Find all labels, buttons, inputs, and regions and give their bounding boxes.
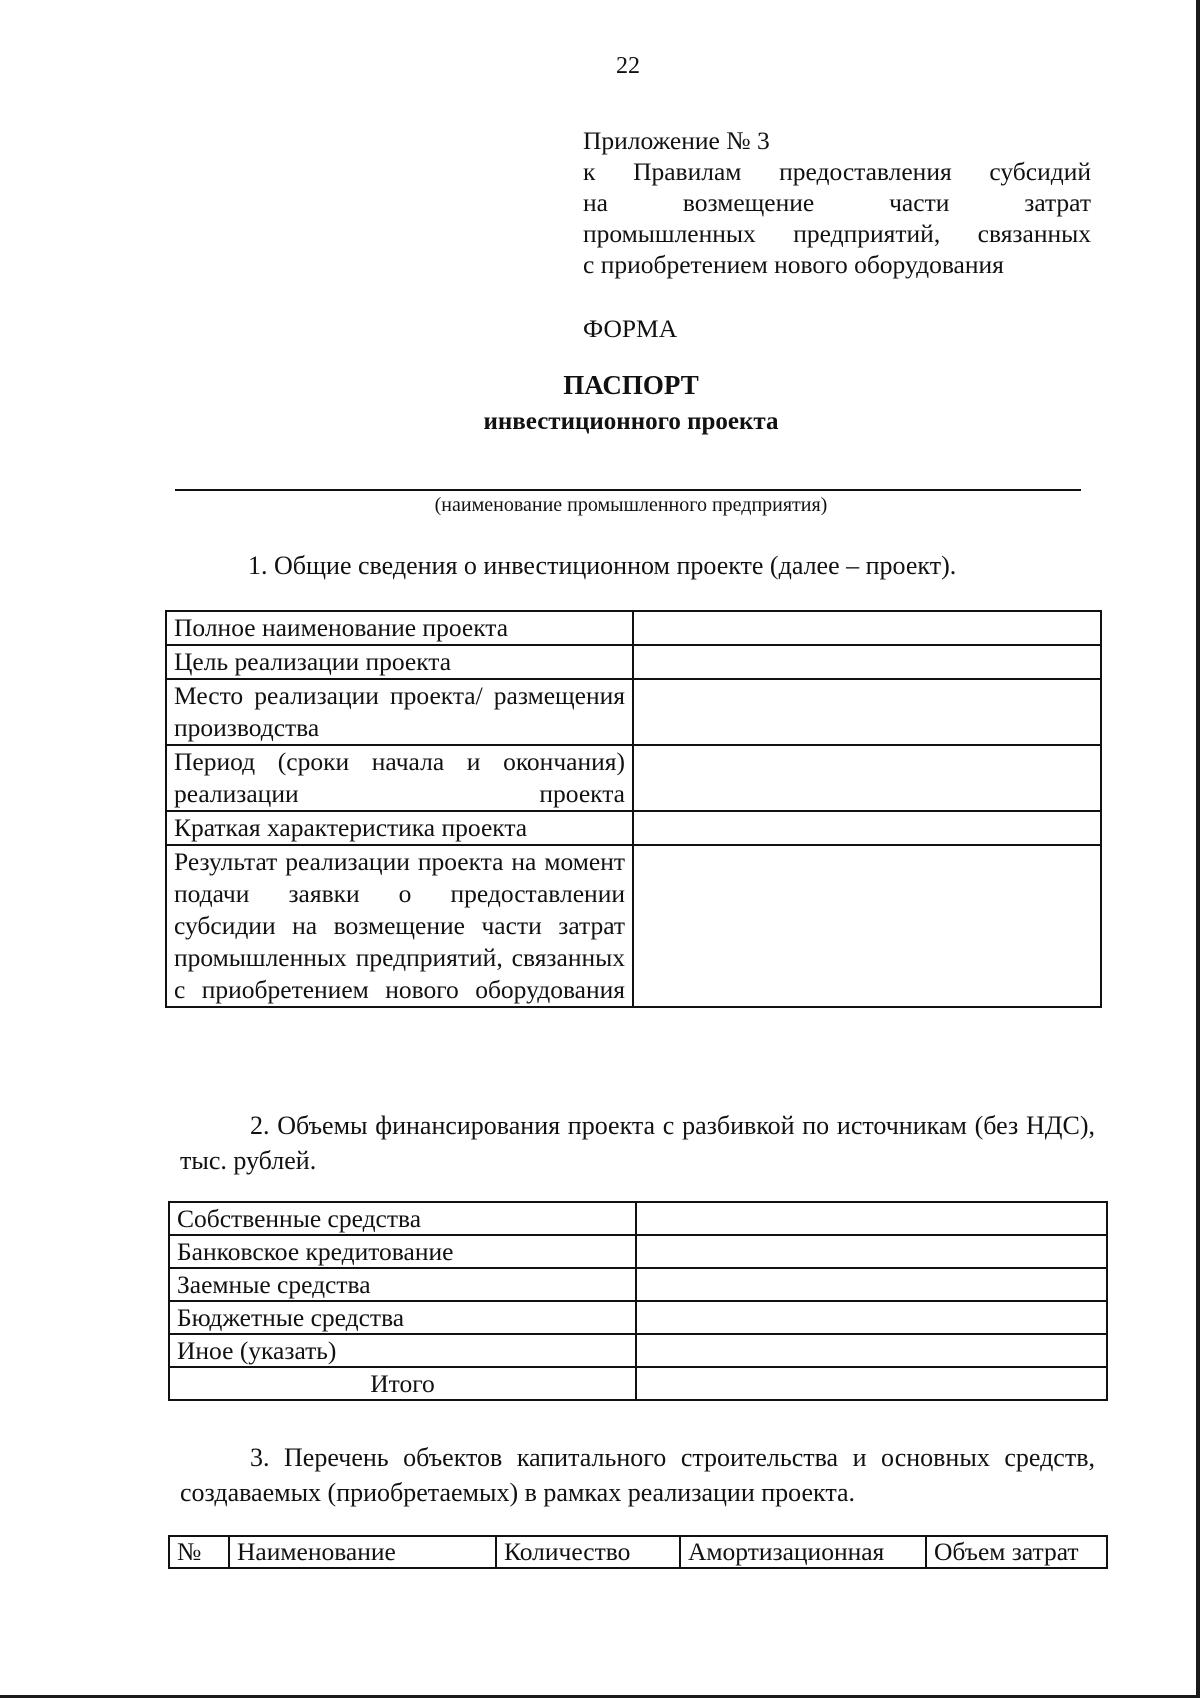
section-2-heading: 2. Объемы финансирования проекта с разбивкой по источникам (без НДС), тыс. рублей. bbox=[180, 1111, 1095, 1175]
table-row bbox=[166, 645, 1101, 679]
form-label: ФОРМА bbox=[583, 314, 678, 343]
table-row bbox=[169, 1268, 1107, 1301]
section-1-heading: 1. Общие сведения о инвестиционном проекте (далее – проект). bbox=[248, 551, 957, 580]
value-cell[interactable] bbox=[633, 679, 1101, 745]
enterprise-name-caption: (наименование промышленного предприятия) bbox=[434, 494, 828, 516]
section-3-heading: 3. Перечень объектов капитального строительства и основных средств, создаваемых (приобретаемых) в рамках реализации проекта. bbox=[180, 1443, 1095, 1507]
column-header: № bbox=[169, 1536, 229, 1568]
row-label: Место реализации проекта/ размещения производства bbox=[166, 679, 633, 745]
value-cell[interactable] bbox=[636, 1367, 1107, 1400]
value-cell[interactable] bbox=[636, 1334, 1107, 1367]
column-header: Количество bbox=[496, 1536, 680, 1568]
table-row bbox=[166, 611, 1101, 645]
appendix-number: Приложение № 3 bbox=[583, 126, 770, 155]
value-cell[interactable] bbox=[636, 1301, 1107, 1334]
appendix-line: с приобретением нового оборудования bbox=[583, 250, 1004, 279]
table-row bbox=[169, 1202, 1107, 1235]
appendix-line: на возмещение части затрат bbox=[583, 188, 1091, 217]
project-info-table bbox=[165, 610, 1102, 1008]
table-row bbox=[166, 679, 1101, 745]
table-row bbox=[166, 811, 1101, 845]
appendix-line: промышленных предприятий, связанных bbox=[583, 219, 1091, 248]
document-title: ПАСПОРТ bbox=[563, 370, 699, 400]
total-label: Итого bbox=[169, 1367, 636, 1400]
value-cell[interactable] bbox=[633, 645, 1101, 679]
row-label: Результат реализации проекта на момент подачи заявки о предоставлении субсидии на возмещение части затрат промышленных предприятий, связанных с приобретением нового оборудования bbox=[166, 845, 633, 1007]
value-cell[interactable] bbox=[633, 811, 1101, 845]
table-row bbox=[166, 745, 1101, 811]
table-row bbox=[169, 1367, 1107, 1400]
table-row bbox=[169, 1301, 1107, 1334]
value-cell[interactable] bbox=[636, 1202, 1107, 1235]
row-label: Заемные средства bbox=[169, 1268, 636, 1301]
table-row bbox=[169, 1235, 1107, 1268]
page-number: 22 bbox=[616, 53, 640, 79]
row-label: Полное наименование проекта bbox=[166, 611, 633, 645]
value-cell[interactable] bbox=[633, 845, 1101, 1007]
table-header-row bbox=[169, 1536, 1107, 1568]
enterprise-name-line[interactable] bbox=[175, 489, 1081, 491]
table-row bbox=[166, 845, 1101, 1007]
row-label: Собственные средства bbox=[169, 1202, 636, 1235]
page-edge-right bbox=[1196, 0, 1200, 1698]
row-label: Бюджетные средства bbox=[169, 1301, 636, 1334]
value-cell[interactable] bbox=[636, 1268, 1107, 1301]
value-cell[interactable] bbox=[633, 611, 1101, 645]
column-header: Объем затрат bbox=[926, 1536, 1107, 1568]
row-label: Краткая характеристика проекта bbox=[166, 811, 633, 845]
appendix-line: к Правилам предоставления субсидий bbox=[583, 157, 1091, 186]
row-label: Период (сроки начала и окончания) реализации проекта bbox=[166, 745, 633, 811]
document-subtitle: инвестиционного проекта bbox=[483, 408, 779, 435]
assets-table bbox=[168, 1535, 1108, 1569]
financing-table bbox=[168, 1201, 1108, 1401]
row-label: Иное (указать) bbox=[169, 1334, 636, 1367]
row-label: Цель реализации проекта bbox=[166, 645, 633, 679]
table-row bbox=[169, 1334, 1107, 1367]
column-header: Наименование bbox=[229, 1536, 496, 1568]
appendix-block bbox=[583, 125, 1091, 280]
value-cell[interactable] bbox=[636, 1235, 1107, 1268]
value-cell[interactable] bbox=[633, 745, 1101, 811]
column-header: Амортизационная bbox=[680, 1536, 926, 1568]
row-label: Банковское кредитование bbox=[169, 1235, 636, 1268]
